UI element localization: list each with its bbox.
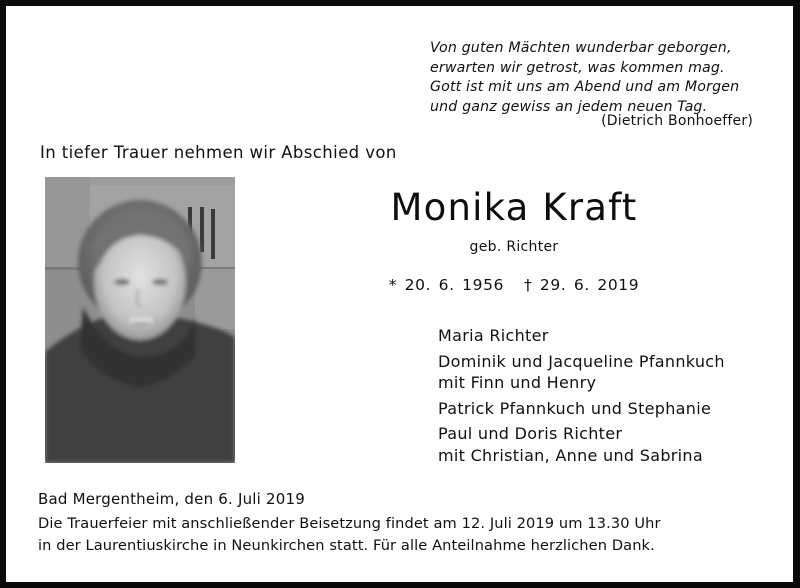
life-dates bbox=[368, 276, 660, 294]
mourner-entry bbox=[438, 423, 725, 466]
mourner-entry bbox=[438, 398, 725, 420]
mourner-line: Paul und Doris Richter bbox=[438, 424, 623, 443]
portrait-image bbox=[45, 177, 235, 463]
mourner-entry bbox=[438, 351, 725, 394]
quote-block bbox=[430, 39, 739, 117]
maiden-name: geb. Richter bbox=[469, 239, 559, 255]
birth-date: * 20. 6. 1956 bbox=[388, 276, 504, 294]
quote-line: Von guten Mächten wunderbar geborgen, bbox=[430, 40, 732, 56]
mourner-line: mit Finn und Henry bbox=[438, 373, 597, 392]
quote-line: und ganz gewiss an jedem neuen Tag. bbox=[430, 98, 708, 115]
deceased-name: Monika Kraft bbox=[390, 186, 638, 229]
place-and-date: Bad Mergentheim, den 6. Juli 2019 bbox=[38, 490, 305, 508]
service-line: in der Laurentiuskirche in Neunkirchen statt. Für alle Anteilnahme herzlichen Dank. bbox=[38, 537, 655, 554]
service-line: Die Trauerfeier mit anschließender Beisetzung findet am 12. Juli 2019 um 13.30 Uhr bbox=[38, 515, 661, 532]
quote-author: (Dietrich Bonhoeffer) bbox=[601, 113, 753, 129]
quote-line: erwarten wir getrost, was kommen mag. bbox=[430, 59, 725, 76]
intro-text: In tiefer Trauer nehmen wir Abschied von bbox=[40, 143, 397, 162]
mourner-line: mit Christian, Anne und Sabrina bbox=[438, 445, 703, 465]
mourners-list bbox=[438, 325, 725, 470]
death-date: † 29. 6. 2019 bbox=[524, 276, 640, 294]
mourner-line: Dominik und Jacqueline Pfannkuch bbox=[438, 351, 725, 371]
mourner-line: Patrick Pfannkuch und Stephanie bbox=[438, 398, 712, 418]
mourner-entry bbox=[438, 325, 725, 347]
portrait-photo bbox=[45, 177, 235, 463]
service-info bbox=[38, 513, 661, 557]
quote-line: Gott ist mit uns am Abend und am Morgen bbox=[430, 79, 740, 95]
mourner-line: Maria Richter bbox=[438, 326, 549, 345]
